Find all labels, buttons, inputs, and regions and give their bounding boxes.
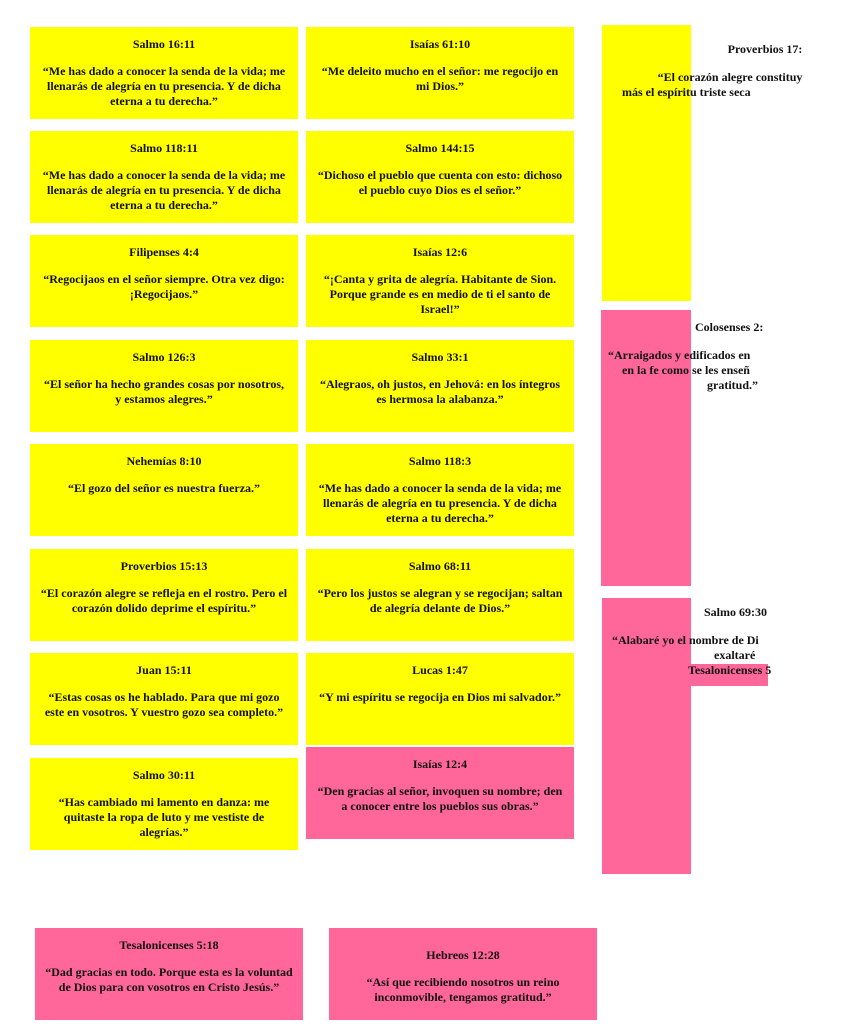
verse-card-isaias-61-10: [306, 27, 574, 119]
verse-text: “Me has dado a conocer la senda de la vida; me llenarás de alegría en tu presencia. Y de dicha eterna a tu derecha.”: [42, 64, 286, 108]
verse-reference: Salmo 118:11: [130, 141, 198, 155]
verse-text-line: “El corazón alegre constituy: [657, 70, 803, 84]
verse-card-salmo-30-11: [30, 758, 298, 850]
verse-reference: Salmo 30:11: [132, 768, 196, 782]
verse-reference: Isaías 12:4: [412, 757, 468, 771]
verse-text-line: “Arraigados y edificados en: [608, 348, 751, 362]
verse-reference: Salmo 68:11: [408, 559, 472, 573]
verse-text: “Me has dado a conocer la senda de la vida; me llenarás de alegría en tu presencia. Y de dicha eterna a tu derecha.”: [42, 168, 286, 212]
verse-reference: Tesalonicenses 5: [688, 663, 772, 677]
verse-card-salmo-118-3: [306, 444, 574, 536]
verse-reference: Hebreos 12:28: [426, 948, 500, 962]
verse-text-line: exaltaré: [714, 648, 756, 662]
verse-card-salmo-126-3: [30, 340, 298, 432]
verse-text-line: gratitud.”: [707, 378, 758, 392]
verse-text-line: “Alabaré yo el nombre de Di: [612, 633, 759, 647]
verse-text: “Dad gracias en todo. Porque esta es la voluntad de Dios para con vosotros en Cristo Jesús.”: [45, 965, 293, 994]
verse-reference: Filipenses 4:4: [129, 245, 199, 259]
verse-text: “Me has dado a conocer la senda de la vida; me llenarás de alegría en tu presencia. Y de dicha eterna a tu derecha.”: [318, 481, 562, 525]
verse-text: “Den gracias al señor, invoquen su nombre; den a conocer entre los pueblos sus obras.”: [317, 784, 563, 813]
verse-text: “Has cambiado mi lamento en danza: me quitaste la ropa de luto y me vestiste de alegrías.”: [58, 795, 270, 839]
verse-text: “Y mi espíritu se regocija en Dios mi salvador.”: [319, 690, 561, 704]
verse-card-filipenses-4-4: [30, 235, 298, 327]
verse-text-line: más el espíritu triste seca: [622, 85, 751, 99]
verse-reference: Tesalonicenses 5:18: [119, 938, 219, 952]
verse-reference: Salmo 33:1: [411, 350, 469, 364]
verse-text: “Me deleito mucho en el señor: me regocijo en mi Dios.”: [321, 64, 559, 93]
verse-card-salmo-118-11: [30, 131, 298, 223]
verse-text: “Alegraos, oh justos, en Jehová: en los íntegros es hermosa la alabanza.”: [319, 377, 561, 406]
verse-reference: Isaías 12:6: [412, 245, 468, 259]
verse-reference: Salmo 69:30: [704, 605, 767, 619]
verse-card-salmo-68-11: [306, 549, 574, 641]
verse-card-proverbios-17: [600, 42, 860, 100]
verse-reference: Isaías 61:10: [409, 37, 471, 51]
verse-card-colosenses-2: [600, 320, 860, 393]
verse-reference: Salmo 126:3: [132, 350, 196, 364]
verse-reference: Proverbios 15:13: [120, 559, 208, 573]
verse-text: “El corazón alegre se refleja en el rostro. Pero el corazón dolido deprime el espíritu.”: [40, 586, 288, 615]
verse-reference: Lucas 1:47: [412, 663, 468, 677]
verse-card-tesalonicenses-5-18: [35, 928, 303, 1020]
verse-text: “Así que recibiendo nosotros un reino inconmovible, tengamos gratitud.”: [366, 975, 560, 1004]
verse-reference: Salmo 144:15: [405, 141, 475, 155]
verse-card-nehemias-8-10: [30, 444, 298, 536]
verse-card-proverbios-15-13: [30, 549, 298, 641]
verse-text-line: en la fe como se les enseñ: [622, 363, 750, 377]
verse-text: “Pero los justos se alegran y se regocijan; saltan de alegría delante de Dios.”: [317, 586, 563, 615]
verse-reference: Salmo 16:11: [132, 37, 196, 51]
verse-text: “Regocijaos en el señor siempre. Otra vez digo: ¡Regocijaos.”: [43, 272, 285, 301]
verse-reference: Proverbios 17:: [727, 42, 803, 56]
verse-card-isaias-12-6: [306, 235, 574, 327]
verse-card-salmo-33-1: [306, 340, 574, 432]
verse-text: “Dichoso el pueblo que cuenta con esto: dichoso el pueblo cuyo Dios es el señor.”: [317, 168, 563, 197]
verse-card-salmo-16-11: [30, 27, 298, 119]
verse-card-salmo-69-30: [600, 605, 860, 678]
verse-text: “El señor ha hecho grandes cosas por nosotros, y estamos alegres.”: [43, 377, 285, 406]
verse-card-juan-15-11: [30, 653, 298, 745]
verse-reference: Colosenses 2:: [695, 320, 764, 334]
verse-reference: Juan 15:11: [136, 663, 192, 677]
verse-text: “¡Canta y grita de alegría. Habitante de Sion. Porque grande es en medio de ti el santo de Israel!”: [323, 272, 557, 316]
verse-text: “Estas cosas os he hablado. Para que mi gozo este en vosotros. Y vuestro gozo sea completo.”: [44, 690, 284, 719]
verse-card-hebreos-12-28: [329, 928, 597, 1020]
verse-reference: Salmo 118:3: [408, 454, 472, 468]
verse-card-salmo-144-15: [306, 131, 574, 223]
verse-reference: Nehemías 8:10: [126, 454, 202, 468]
verse-card-lucas-1-47: [306, 653, 574, 745]
verse-card-isaias-12-4: [306, 747, 574, 839]
verse-text: “El gozo del señor es nuestra fuerza.”: [67, 481, 261, 495]
